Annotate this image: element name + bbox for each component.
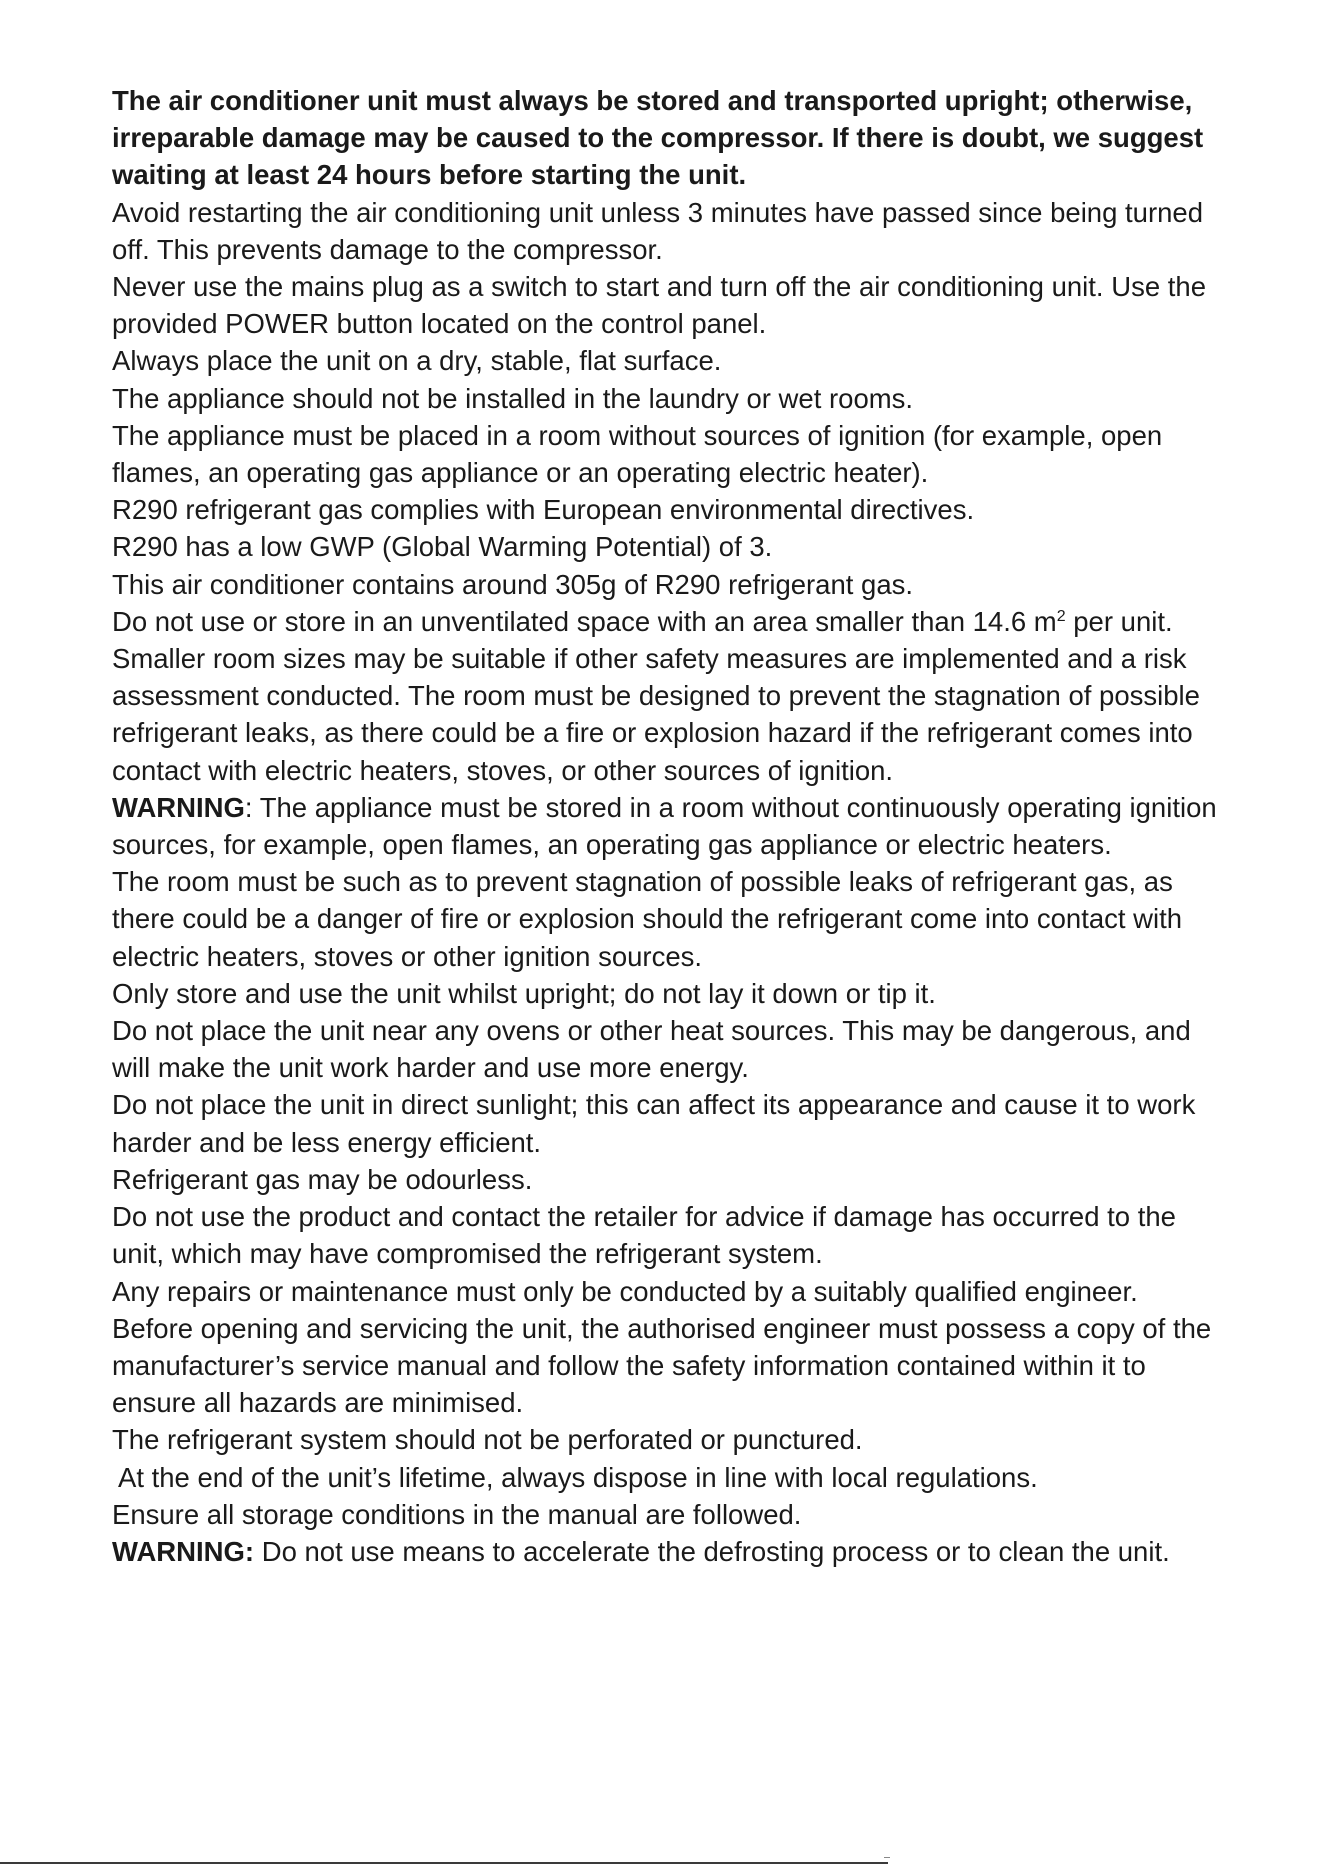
storage-warning-text: : The appliance must be stored in a room without continuously operating ignition sources, for example, open flames, an operating gas appliance or electric heaters. — [112, 791, 1217, 861]
safety-instructions-page — [112, 82, 1217, 1570]
repairs-instruction: Any repairs or maintenance must only be conducted by a suitably qualified engineer. — [112, 1275, 1138, 1307]
warning-label: WARNING: — [112, 1535, 255, 1567]
perforation-instruction: The refrigerant system should not be perforated or punctured. — [112, 1424, 863, 1456]
warning-label: WARNING — [112, 791, 245, 823]
intro-warning: The air conditioner unit must always be stored and transported upright; otherwise, irreparable damage may be caused to the compressor. If there is doubt, we suggest waiting at least 24 hours before starting the unit. — [112, 85, 1204, 191]
defrost-warning — [112, 1533, 1217, 1570]
damage-instruction: Do not use the product and contact the retailer for advice if damage has occurred to the unit, which may have compromised the refrigerant system. — [112, 1201, 1176, 1270]
r290-gwp-note: R290 has a low GWP (Global Warming Potential) of 3. — [112, 531, 773, 563]
ignition-instruction: The appliance must be placed in a room without sources of ignition (for example, open flames, an operating gas appliance or an operating electric heater). — [112, 419, 1163, 489]
laundry-instruction: The appliance should not be installed in the laundry or wet rooms. — [112, 382, 914, 414]
restart-instruction: Avoid restarting the air conditioning unit unless 3 minutes have passed since being turned off. This prevents damage to the compressor. — [112, 196, 1204, 265]
room-area-text-start: Do not use or store in an unventilated space with an area smaller than 14.6 m — [112, 605, 1057, 637]
storage-conditions-instruction: Ensure all storage conditions in the manual are followed. — [112, 1498, 802, 1530]
room-area-instruction — [112, 603, 1217, 789]
upright-instruction: Only store and use the unit whilst upright; do not lay it down or tip it. — [112, 977, 936, 1009]
servicing-instruction: Before opening and servicing the unit, the authorised engineer must possess a copy of the manufacturer’s service manual and follow the safety information contained within it to ensure all hazards are minimised. — [112, 1312, 1212, 1419]
sunlight-instruction: Do not place the unit in direct sunlight; this can affect its appearance and cause it to work harder and be less energy efficient. — [112, 1089, 1196, 1158]
storage-warning — [112, 789, 1217, 863]
mains-plug-instruction: Never use the mains plug as a switch to start and turn off the air conditioning unit. Use the provided POWER button located on the control panel. — [112, 271, 1206, 340]
footer-rule-end-mark — [884, 1857, 890, 1858]
room-area-superscript: 2 — [1056, 607, 1066, 625]
room-area-text-end: per unit. Smaller room sizes may be suitable if other safety measures are implemented and a risk assessment conducted. The room must be designed to prevent the stagnation of possible refrigerant leaks, as there could be a fire or explosion hazard if the refrigerant comes into contact with electric heaters, stoves, or other sources of ignition. — [112, 605, 1200, 786]
footer-rule — [0, 1862, 888, 1864]
r290-directive-note: R290 refrigerant gas complies with European environmental directives. — [112, 494, 975, 526]
refrigerant-amount-note: This air conditioner contains around 305g of R290 refrigerant gas. — [112, 568, 914, 600]
odourless-note: Refrigerant gas may be odourless. — [112, 1163, 533, 1195]
heat-sources-instruction: Do not place the unit near any ovens or other heat sources. This may be dangerous, and will make the unit work harder and use more energy. — [112, 1015, 1191, 1084]
surface-instruction: Always place the unit on a dry, stable, flat surface. — [112, 345, 722, 377]
disposal-instruction: At the end of the unit’s lifetime, always dispose in line with local regulations. — [118, 1461, 1038, 1493]
stagnation-instruction: The room must be such as to prevent stagnation of possible leaks of refrigerant gas, as there could be a danger of fire or explosion should the refrigerant come into contact with electric heaters, stoves or other ignition sources. — [112, 866, 1183, 972]
defrost-warning-text: Do not use means to accelerate the defrosting process or to clean the unit. — [254, 1535, 1170, 1567]
